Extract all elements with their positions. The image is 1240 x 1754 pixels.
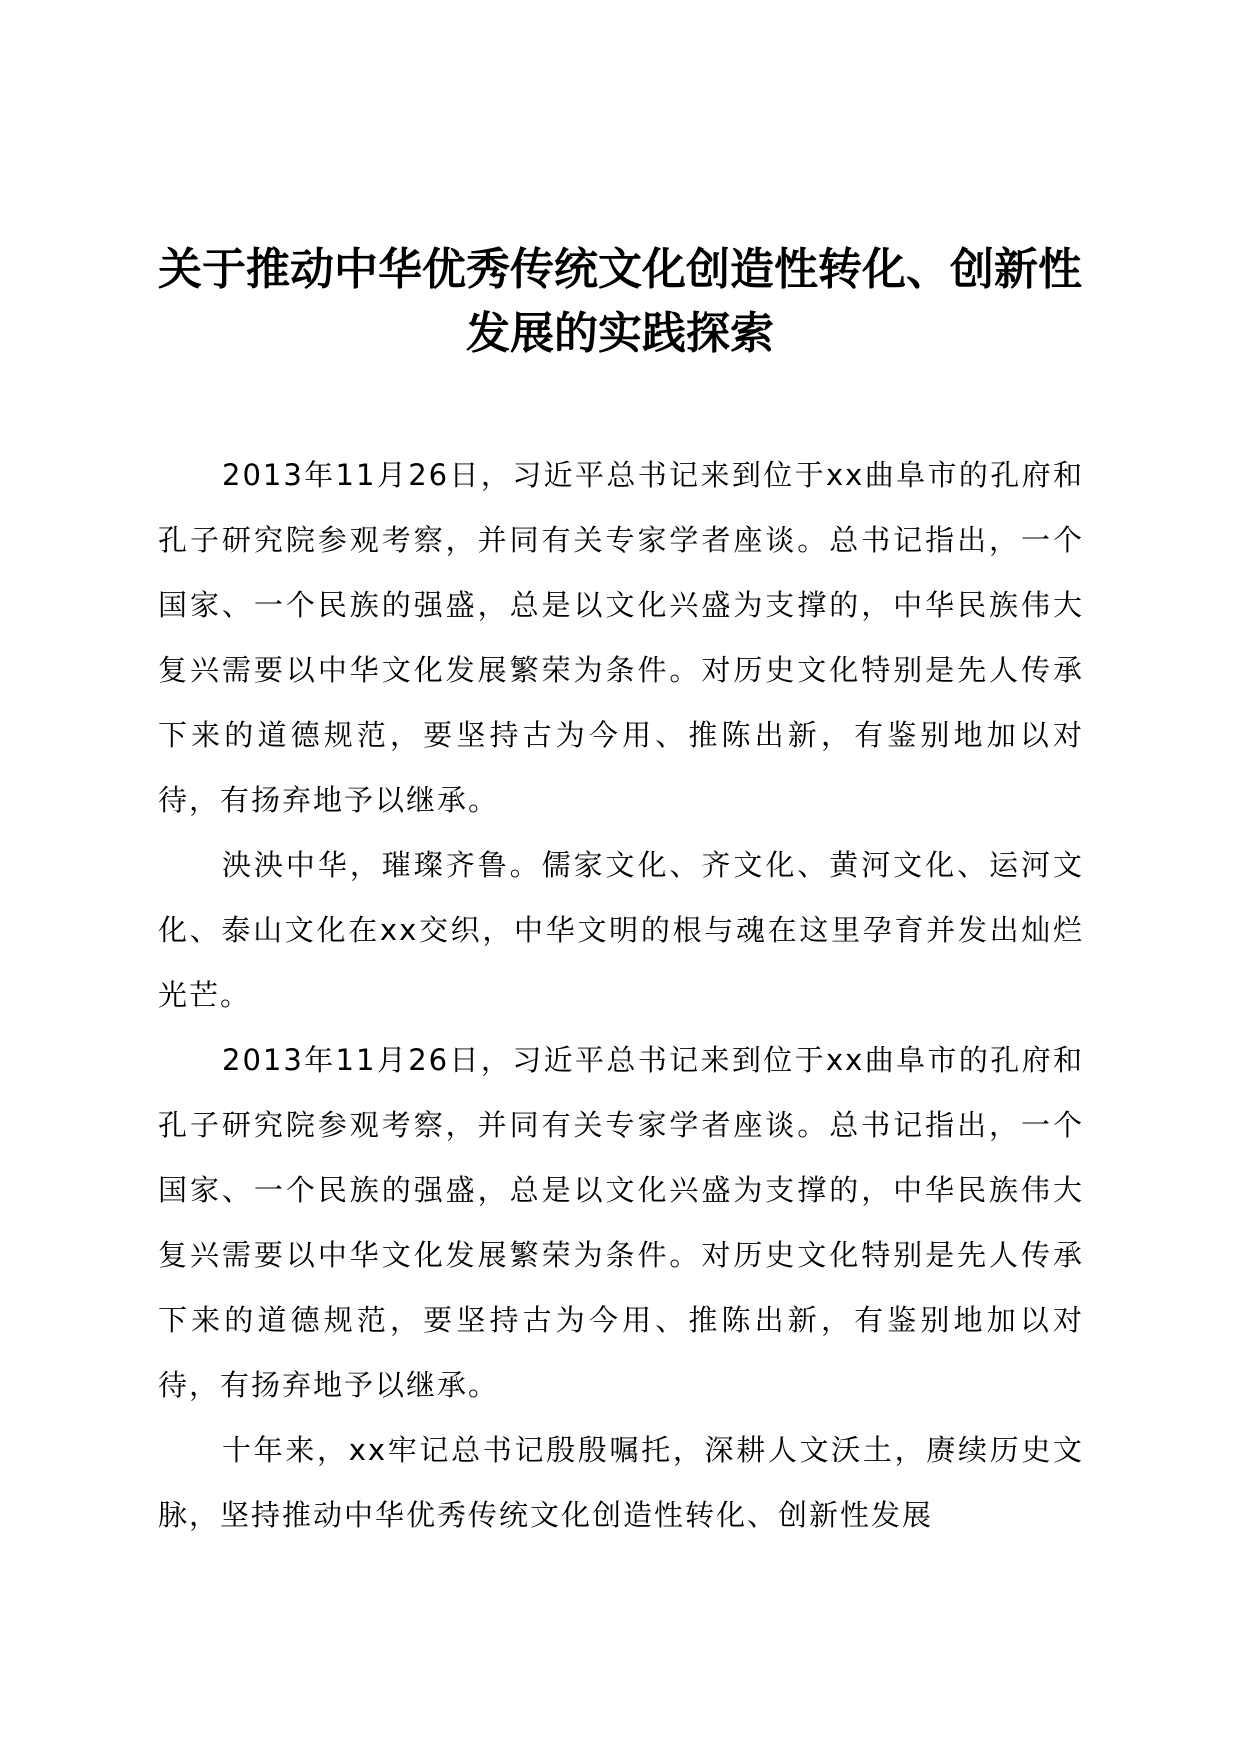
paragraph: 2013年11月26日，习近平总书记来到位于xx曲阜市的孔府和孔子研究院参观考察，并同有关专家学者座谈。总书记指出，一个国家、一个民族的强盛，总是以文化兴盛为支撑的，中华民族伟大复兴需要以中华文化发展繁荣为条件。对历史文化特别是先人传承下来的道德规范，要坚持古为今用、推陈出新，有鉴别地加以对待，有扬弃地予以继承。 xyxy=(158,1043,1084,1402)
document-body xyxy=(158,443,1084,1548)
paragraph: 十年来，xx牢记总书记殷殷嘱托，深耕人文沃土，赓续历史文脉，坚持推动中华优秀传统文化创造性转化、创新性发展 xyxy=(158,1433,1084,1532)
document-title: 关于推动中华优秀传统文化创造性转化、创新性发展的实践探索 xyxy=(158,244,1082,359)
paragraph: 2013年11月26日，习近平总书记来到位于xx曲阜市的孔府和孔子研究院参观考察，并同有关专家学者座谈。总书记指出，一个国家、一个民族的强盛，总是以文化兴盛为支撑的，中华民族伟大复兴需要以中华文化发展繁荣为条件。对历史文化特别是先人传承下来的道德规范，要坚持古为今用、推陈出新，有鉴别地加以对待，有扬弃地予以继承。 xyxy=(158,458,1084,817)
paragraph: 泱泱中华，璀璨齐鲁。儒家文化、齐文化、黄河文化、运河文化、泰山文化在xx交织，中华文明的根与魂在这里孕育并发出灿烂光芒。 xyxy=(158,848,1084,1012)
